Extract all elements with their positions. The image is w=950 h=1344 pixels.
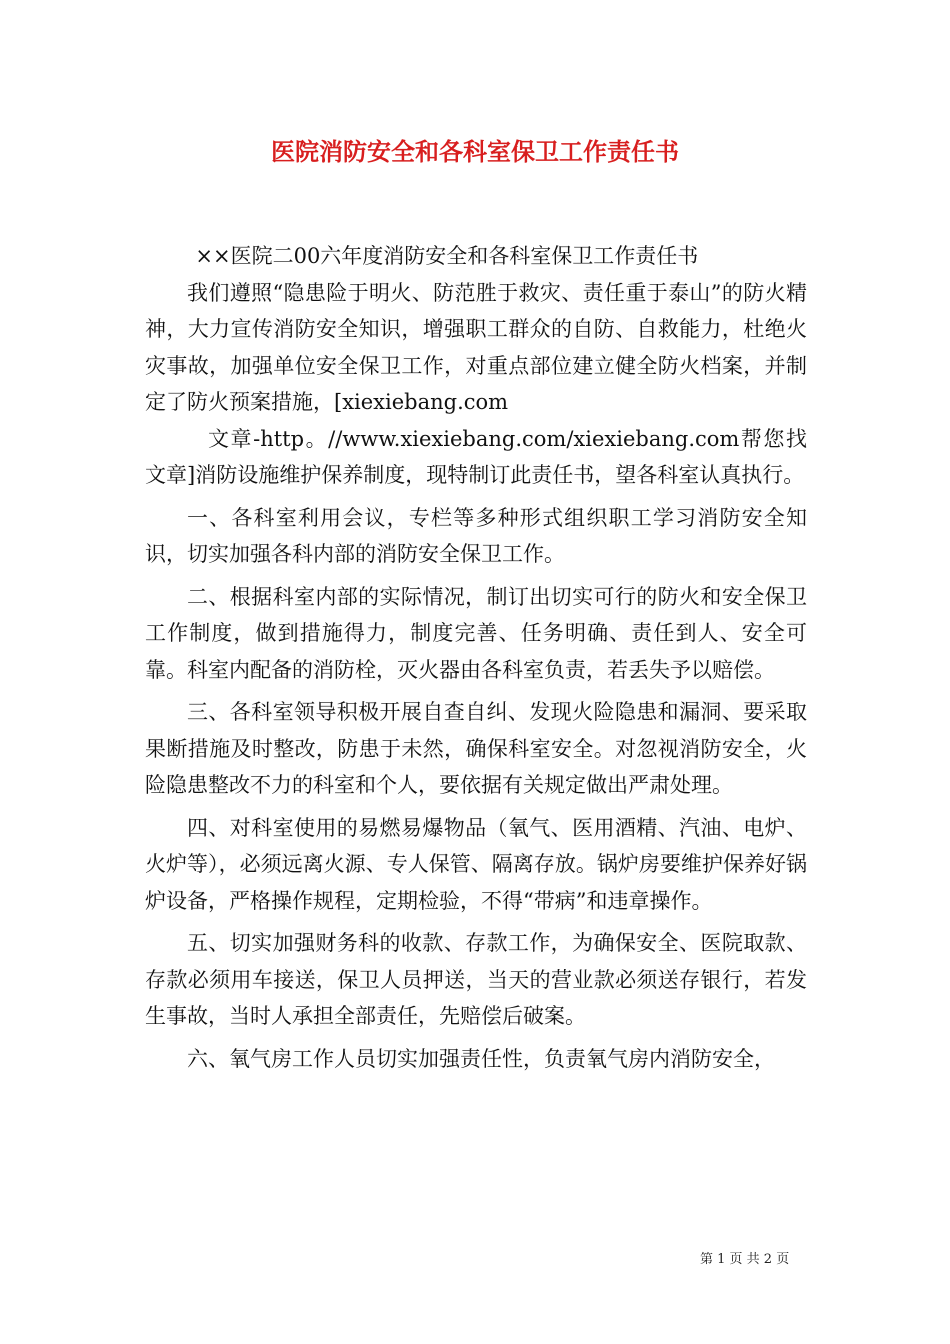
clause-1-paragraph: 一、各科室利用会议，专栏等多种形式组织职工学习消防安全知识，切实加强各科内部的消防安全保卫工作。 xyxy=(145,505,807,566)
clause-4-paragraph: 四、对科室使用的易燃易爆物品（氧气、医用酒精、汽油、电炉、火炉等），必须远离火源、专人保管、隔离存放。锅炉房要维护保养好锅炉设备，严格操作规程，定期检验，不得“带病”和违章操作。 xyxy=(145,815,807,913)
document-title: 医院消防安全和各科室保卫工作责任书 xyxy=(271,137,679,166)
clause-3-paragraph: 三、各科室领导积极开展自查自纠、发现火险隐患和漏洞、要采取果断措施及时整改，防患于未然，确保科室安全。对忽视消防安全，火险隐患整改不力的科室和个人，要依据有关规定做出严肃处理。 xyxy=(145,700,807,797)
intro-continuation-paragraph: 文章-http。//www.xiexiebang.com/xiexiebang.com帮您找文章]消防设施维护保养制度，现特制订此责任书，望各科室认真执行。 xyxy=(145,426,807,487)
document-body xyxy=(145,238,807,1077)
page-number-footer: 第 1 页 共 2 页 xyxy=(700,1252,790,1267)
intro-paragraph: 我们遵照“隐患险于明火、防范胜于救灾、责任重于泰山”的防火精神，大力宣传消防安全知识，增强职工群众的自防、自救能力，杜绝火灾事故，加强单位安全保卫工作，对重点部位建立健全防火档案，并制定了防火预案措施，[xiexiebang.com xyxy=(145,280,807,414)
clause-5-paragraph: 五、切实加强财务科的收款、存款工作，为确保安全、医院取款、存款必须用车接送，保卫人员押送，当天的营业款必须送存银行，若发生事故，当时人承担全部责任，先赔偿后破案。 xyxy=(145,931,807,1028)
clause-2-paragraph: 二、根据科室内部的实际情况，制订出切实可行的防火和安全保卫工作制度，做到措施得力，制度完善、任务明确、责任到人、安全可靠。科室内配备的消防栓，灭火器由各科室负责，若丢失予以赔偿。 xyxy=(145,584,807,682)
subtitle-paragraph: ××医院二00六年度消防安全和各科室保卫工作责任书 xyxy=(195,244,699,268)
clause-6-paragraph: 六、氧气房工作人员切实加强责任性，负责氧气房内消防安全， xyxy=(187,1046,775,1071)
